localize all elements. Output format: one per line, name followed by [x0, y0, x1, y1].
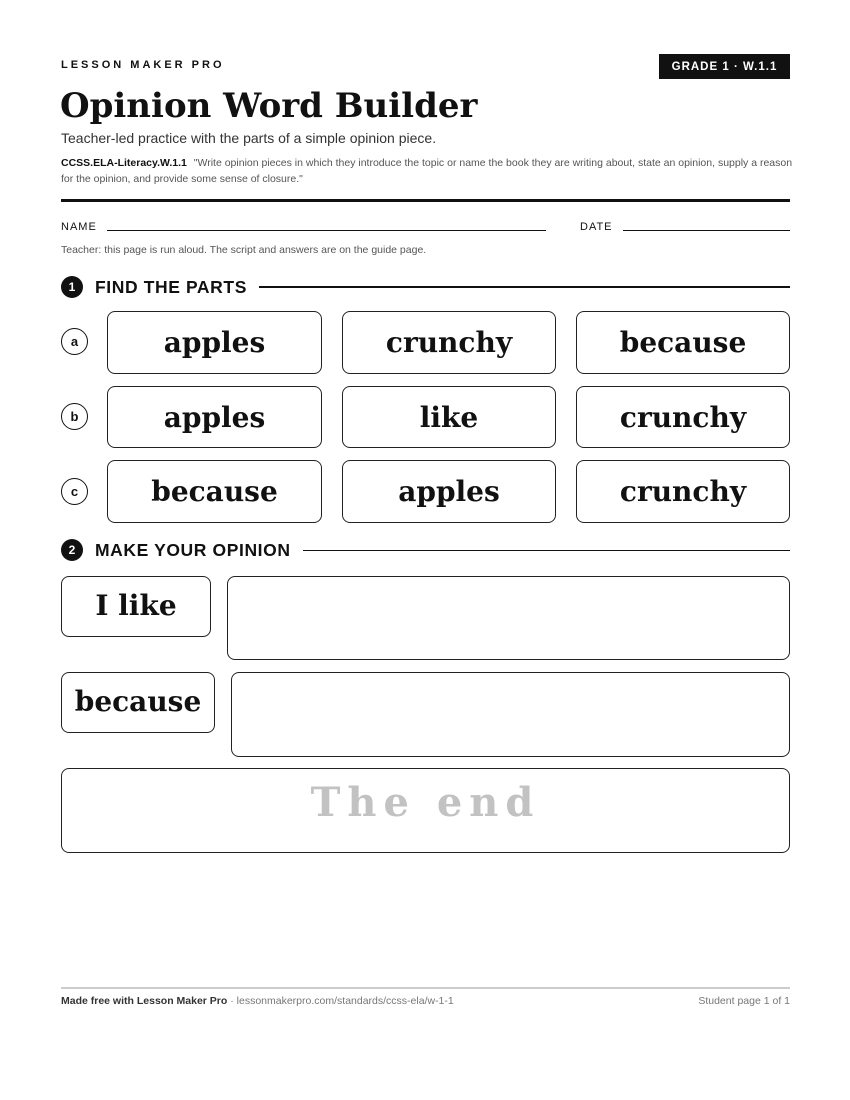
sentence-starter-i-like: I like — [61, 576, 211, 637]
section-2-header — [61, 538, 790, 562]
section-2-title: MAKE YOUR OPINION — [95, 539, 291, 560]
word-card[interactable]: crunchy — [342, 311, 556, 374]
word-card[interactable]: because — [576, 311, 790, 374]
word-card[interactable]: apples — [342, 460, 556, 523]
word-card[interactable]: crunchy — [576, 386, 790, 448]
word-card[interactable]: apples — [107, 386, 322, 448]
section-1-number: 1 — [61, 276, 83, 298]
reason-write-box[interactable] — [231, 672, 790, 757]
row-label-b: b — [61, 403, 88, 430]
word-card[interactable]: crunchy — [576, 460, 790, 523]
page-subtitle: Teacher-led practice with the parts of a simple opinion piece. — [61, 130, 437, 146]
section-1-rule — [259, 286, 790, 288]
opinion-write-box[interactable] — [227, 576, 790, 660]
section-2-number: 2 — [61, 539, 83, 561]
word-card[interactable]: because — [107, 460, 322, 523]
page-title: Opinion Word Builder — [60, 86, 478, 126]
footer-divider — [61, 987, 790, 989]
section-1-title: FIND THE PARTS — [95, 276, 247, 297]
name-label: NAME — [61, 221, 97, 233]
name-field[interactable] — [107, 230, 546, 231]
standard-text: "Write opinion pieces in which they introduce the topic or name the book they are writing about, state an opinion, supply a reason for the opinion, and provide some sense of closure." — [61, 157, 793, 185]
footer-url[interactable]: lessonmakerpro.com/standards/ccss-ela/w-1-1 — [236, 995, 454, 1007]
header-divider — [61, 199, 790, 202]
footer-credit — [61, 995, 454, 1007]
date-field[interactable] — [623, 230, 790, 231]
row-label-a: a — [61, 328, 88, 355]
section-2-rule — [303, 550, 790, 551]
grade-badge: GRADE 1 · W.1.1 — [659, 54, 790, 79]
standard-code: CCSS.ELA-Literacy.W.1.1 — [61, 157, 187, 169]
brand-name: LESSON MAKER PRO — [61, 59, 225, 71]
section-1-header — [61, 275, 790, 299]
closing-box[interactable] — [61, 768, 790, 853]
word-card[interactable]: apples — [107, 311, 322, 374]
word-card[interactable]: like — [342, 386, 556, 448]
footer-page-number: Student page 1 of 1 — [698, 995, 790, 1007]
row-label-c: c — [61, 478, 88, 505]
date-label: DATE — [580, 221, 613, 233]
footer-made-with: Made free with Lesson Maker Pro — [61, 995, 228, 1007]
closing-text: The end — [310, 779, 541, 826]
footer-separator: · — [227, 995, 237, 1007]
sentence-starter-because: because — [61, 672, 215, 733]
standard-description — [61, 155, 796, 187]
teacher-note: Teacher: this page is run aloud. The script and answers are on the guide page. — [61, 244, 427, 256]
